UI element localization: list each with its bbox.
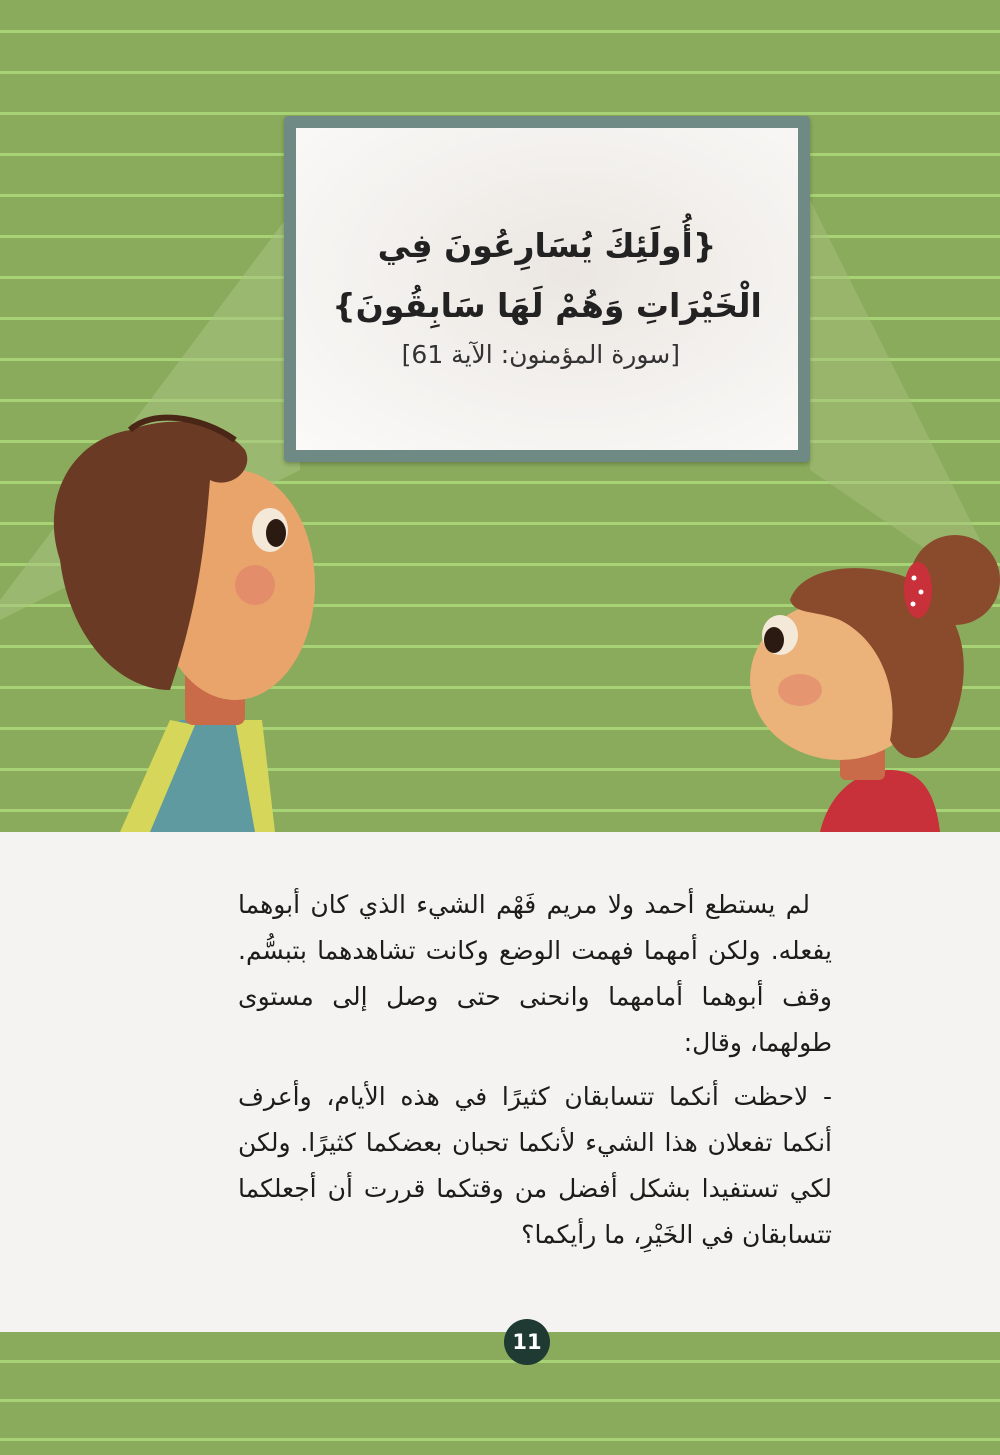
verse-panel	[296, 128, 798, 450]
verse-line-2: الْخَيْرَاتِ وَهُمْ لَهَا سَابِقُونَ}	[332, 286, 762, 325]
story-paragraph-1: لم يستطع أحمد ولا مريم فَهْم الشيء الذي كان أبوهما يفعله. ولكن أمهما فهمت الوضع وكانت تشاهدهما بتبسُّم. وقف أبوهما أمامهما وانحنى حتى وصل إلى مستوى طولهما، وقال:	[238, 890, 832, 1057]
story-paragraph-2: - لاحظت أنكما تتسابقان كثيرًا في هذه الأيام، وأعرف أنكما تفعلان هذا الشيء لأنكما تحبان بعضكما كثيرًا. ولكن لكي تستفيدا بشكل أفضل من وقتكما قررت أن أجعلكما تتسابقان في الخَيْرِ، ما رأيكما؟	[238, 1082, 832, 1249]
quran-verse	[296, 216, 798, 336]
verse-line-1: {أُولَئِكَ يُسَارِعُونَ فِي	[377, 226, 717, 265]
footer-band	[0, 1332, 1000, 1455]
verse-reference: [سورة المؤمنون: الآية 61]	[401, 340, 680, 369]
page-number-badge: 11	[504, 1319, 550, 1365]
story-text	[238, 882, 832, 1258]
girl-illustration	[750, 535, 1000, 832]
verse-frame	[284, 116, 810, 462]
